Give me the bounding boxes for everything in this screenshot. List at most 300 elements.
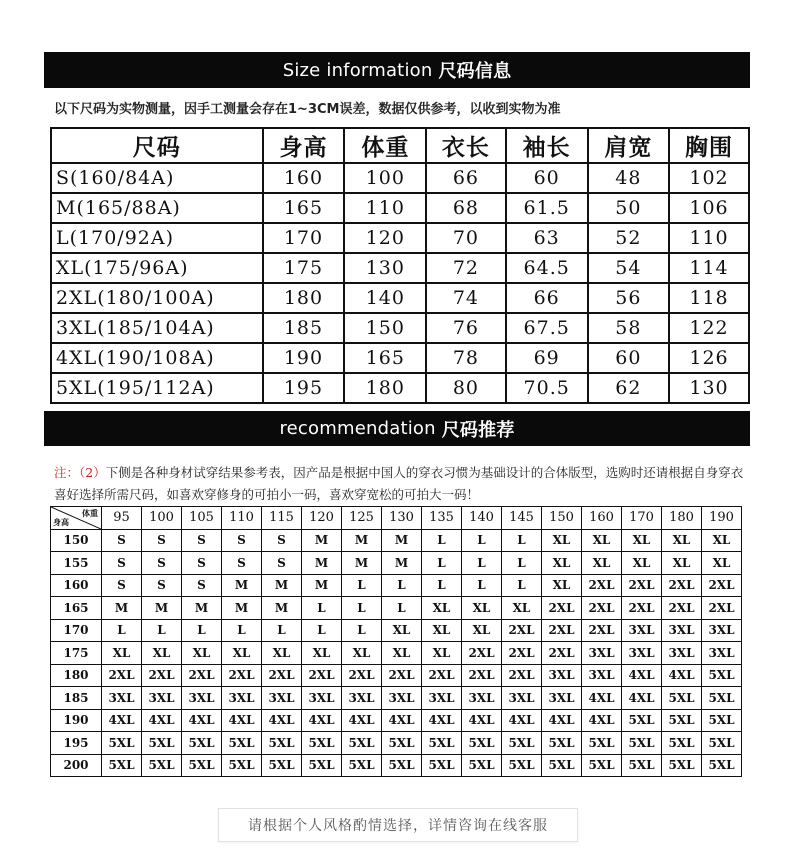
size-table-header-cell: 肩宽 <box>588 128 669 163</box>
size-label-cell: S(160/84A) <box>51 163 263 193</box>
size-table-header-cell: 体重 <box>344 128 426 163</box>
recommended-size-cell: M <box>182 597 222 620</box>
recommended-size-cell: 5XL <box>662 754 702 777</box>
recommended-size-cell: S <box>142 529 182 552</box>
recommended-size-cell: M <box>302 574 342 597</box>
size-value-cell: 122 <box>669 313 749 343</box>
recommended-size-cell: XL <box>582 529 622 552</box>
size-value-cell: 150 <box>344 313 426 343</box>
recommended-size-cell: XL <box>662 529 702 552</box>
size-value-cell: 180 <box>344 373 426 403</box>
recommended-size-cell: 5XL <box>262 754 302 777</box>
recommended-size-cell: 5XL <box>142 754 182 777</box>
recommended-size-cell: 2XL <box>622 597 662 620</box>
recommended-size-cell: 5XL <box>702 754 742 777</box>
recommended-size-cell: L <box>382 597 422 620</box>
recommended-size-cell: 2XL <box>462 664 502 687</box>
recommended-size-cell: L <box>422 574 462 597</box>
size-value-cell: 56 <box>588 283 669 313</box>
size-value-cell: 102 <box>669 163 749 193</box>
size-table-row <box>51 313 749 343</box>
recommended-size-cell: M <box>342 529 382 552</box>
recommended-size-cell: 3XL <box>702 619 742 642</box>
recommended-size-cell: 4XL <box>142 709 182 732</box>
recommended-size-cell: 5XL <box>622 709 662 732</box>
recommended-size-cell: M <box>142 597 182 620</box>
weight-header-cell: 135 <box>422 507 462 530</box>
recommended-size-cell: 2XL <box>582 597 622 620</box>
measurement-note: 以下尺码为实物测量，因手工测量会存在1~3CM误差，数据仅供参考，以收到实物为准 <box>54 102 561 117</box>
recommended-size-cell: L <box>422 552 462 575</box>
recommended-size-cell: 2XL <box>542 642 582 665</box>
note-prefix: 注：（2） <box>54 465 106 480</box>
weight-header-cell: 190 <box>702 507 742 530</box>
recommended-size-cell: L <box>342 574 382 597</box>
height-header-cell: 190 <box>51 709 102 732</box>
recommended-size-cell: 3XL <box>262 687 302 710</box>
recommended-size-cell: 3XL <box>462 687 502 710</box>
weight-header-cell: 110 <box>222 507 262 530</box>
recommended-size-cell: XL <box>422 619 462 642</box>
size-label-cell: 5XL(195/112A) <box>51 373 263 403</box>
size-value-cell: 66 <box>426 163 505 193</box>
recommended-size-cell: 5XL <box>262 732 302 755</box>
recommended-size-cell: 5XL <box>662 687 702 710</box>
recommended-size-cell: 2XL <box>262 664 302 687</box>
size-value-cell: 74 <box>426 283 505 313</box>
size-value-cell: 60 <box>506 163 588 193</box>
size-value-cell: 180 <box>263 283 345 313</box>
recommended-size-cell: 5XL <box>382 732 422 755</box>
recommended-size-cell: 4XL <box>542 709 582 732</box>
weight-header-cell: 130 <box>382 507 422 530</box>
recommended-size-cell: S <box>262 529 302 552</box>
recommended-size-cell: XL <box>422 597 462 620</box>
recommended-size-cell: L <box>342 597 382 620</box>
size-value-cell: 190 <box>263 343 345 373</box>
recommended-size-cell: 4XL <box>622 687 662 710</box>
recommended-size-cell: L <box>182 619 222 642</box>
recommended-size-cell: 3XL <box>502 687 542 710</box>
recommended-size-cell: 4XL <box>622 664 662 687</box>
recommendation-banner <box>44 411 750 446</box>
size-table-header-cell: 胸围 <box>669 128 749 163</box>
recommended-size-cell: 4XL <box>222 709 262 732</box>
height-header-cell: 185 <box>51 687 102 710</box>
size-value-cell: 50 <box>588 193 669 223</box>
corner-cell <box>51 507 102 530</box>
recommended-size-cell: 4XL <box>582 687 622 710</box>
recommended-size-cell: L <box>302 619 342 642</box>
recommended-size-cell: 5XL <box>182 732 222 755</box>
height-header-cell: 150 <box>51 529 102 552</box>
recommended-size-cell: 4XL <box>262 709 302 732</box>
size-value-cell: 175 <box>263 253 345 283</box>
recommended-size-cell: 2XL <box>502 619 542 642</box>
size-value-cell: 63 <box>506 223 588 253</box>
recommended-size-cell: 4XL <box>582 709 622 732</box>
recommended-size-cell: 5XL <box>702 709 742 732</box>
recommended-size-cell: M <box>222 597 262 620</box>
recommended-size-cell: 5XL <box>622 732 662 755</box>
size-table-row <box>51 253 749 283</box>
recommendation-row <box>51 754 742 777</box>
recommended-size-cell: 4XL <box>662 664 702 687</box>
size-value-cell: 110 <box>669 223 749 253</box>
recommendation-row <box>51 529 742 552</box>
recommended-size-cell: 3XL <box>102 687 142 710</box>
size-value-cell: 130 <box>344 253 426 283</box>
recommendation-row <box>51 574 742 597</box>
size-label-cell: 3XL(185/104A) <box>51 313 263 343</box>
recommended-size-cell: L <box>382 574 422 597</box>
recommended-size-cell: XL <box>542 574 582 597</box>
recommended-size-cell: XL <box>262 642 302 665</box>
recommended-size-cell: L <box>222 619 262 642</box>
recommended-size-cell: 4XL <box>182 709 222 732</box>
recommended-size-cell: 3XL <box>182 687 222 710</box>
size-value-cell: 48 <box>588 163 669 193</box>
recommended-size-cell: 5XL <box>382 754 422 777</box>
recommended-size-cell: M <box>302 552 342 575</box>
size-value-cell: 68 <box>426 193 505 223</box>
size-value-cell: 165 <box>344 343 426 373</box>
size-value-cell: 67.5 <box>506 313 588 343</box>
recommended-size-cell: XL <box>302 642 342 665</box>
recommended-size-cell: XL <box>702 552 742 575</box>
recommended-size-cell: 3XL <box>662 619 702 642</box>
size-table-row <box>51 193 749 223</box>
recommended-size-cell: M <box>262 597 302 620</box>
size-info-banner <box>44 52 750 88</box>
recommended-size-cell: L <box>302 597 342 620</box>
weight-header-cell: 125 <box>342 507 382 530</box>
recommended-size-cell: L <box>102 619 142 642</box>
size-value-cell: 78 <box>426 343 505 373</box>
recommended-size-cell: 2XL <box>462 642 502 665</box>
recommended-size-cell: 3XL <box>542 687 582 710</box>
size-info-banner-en: Size information <box>282 59 433 81</box>
recommended-size-cell: 2XL <box>142 664 182 687</box>
recommended-size-cell: 5XL <box>182 754 222 777</box>
recommended-size-cell: 2XL <box>622 574 662 597</box>
recommended-size-cell: 2XL <box>422 664 462 687</box>
height-header-cell: 165 <box>51 597 102 620</box>
recommended-size-cell: 2XL <box>302 664 342 687</box>
recommended-size-cell: S <box>222 529 262 552</box>
recommended-size-cell: 4XL <box>342 709 382 732</box>
recommendation-note <box>54 462 744 506</box>
recommended-size-cell: 3XL <box>542 664 582 687</box>
size-value-cell: 64.5 <box>506 253 588 283</box>
recommended-size-cell: 5XL <box>102 754 142 777</box>
recommended-size-cell: XL <box>462 619 502 642</box>
weight-header-cell: 150 <box>542 507 582 530</box>
recommended-size-cell: 5XL <box>502 732 542 755</box>
footer-note: 请根据个人风格酌情选择，详情咨询在线客服 <box>218 808 578 842</box>
recommended-size-cell: S <box>102 552 142 575</box>
recommended-size-cell: 2XL <box>662 597 702 620</box>
corner-weight-label: 体重 <box>82 508 98 518</box>
weight-header-cell: 120 <box>302 507 342 530</box>
size-table-header <box>51 128 749 163</box>
recommended-size-cell: S <box>262 552 302 575</box>
recommendation-table <box>50 506 742 777</box>
corner-height-label: 身高 <box>53 516 69 527</box>
recommended-size-cell: 4XL <box>462 709 502 732</box>
size-value-cell: 195 <box>263 373 345 403</box>
recommendation-row <box>51 552 742 575</box>
height-header-cell: 200 <box>51 754 102 777</box>
size-value-cell: 160 <box>263 163 345 193</box>
recommended-size-cell: 3XL <box>582 642 622 665</box>
recommended-size-cell: 5XL <box>462 732 502 755</box>
recommended-size-cell: L <box>342 619 382 642</box>
recommended-size-cell: 2XL <box>662 574 702 597</box>
size-table-row <box>51 223 749 253</box>
recommended-size-cell: 5XL <box>662 732 702 755</box>
recommended-size-cell: L <box>142 619 182 642</box>
recommended-size-cell: 5XL <box>422 732 462 755</box>
recommended-size-cell: S <box>102 574 142 597</box>
recommended-size-cell: XL <box>662 552 702 575</box>
size-label-cell: 2XL(180/100A) <box>51 283 263 313</box>
recommended-size-cell: 3XL <box>142 687 182 710</box>
recommended-size-cell: XL <box>622 552 662 575</box>
size-label-cell: M(165/88A) <box>51 193 263 223</box>
recommended-size-cell: L <box>502 574 542 597</box>
weight-header-cell: 100 <box>142 507 182 530</box>
size-value-cell: 69 <box>506 343 588 373</box>
size-value-cell: 165 <box>263 193 345 223</box>
size-value-cell: 58 <box>588 313 669 343</box>
size-value-cell: 72 <box>426 253 505 283</box>
recommended-size-cell: M <box>102 597 142 620</box>
recommended-size-cell: 2XL <box>502 664 542 687</box>
height-header-cell: 160 <box>51 574 102 597</box>
recommended-size-cell: 2XL <box>182 664 222 687</box>
weight-header-cell: 160 <box>582 507 622 530</box>
recommended-size-cell: XL <box>382 642 422 665</box>
recommended-size-cell: S <box>222 552 262 575</box>
recommended-size-cell: 5XL <box>462 754 502 777</box>
size-value-cell: 140 <box>344 283 426 313</box>
size-value-cell: 126 <box>669 343 749 373</box>
recommended-size-cell: XL <box>102 642 142 665</box>
recommended-size-cell: 5XL <box>102 732 142 755</box>
recommended-size-cell: 5XL <box>702 687 742 710</box>
size-label-cell: L(170/92A) <box>51 223 263 253</box>
recommended-size-cell: 5XL <box>622 754 662 777</box>
recommended-size-cell: M <box>302 529 342 552</box>
recommended-size-cell: 3XL <box>622 642 662 665</box>
recommended-size-cell: 3XL <box>382 687 422 710</box>
recommended-size-cell: 5XL <box>582 754 622 777</box>
recommended-size-cell: 5XL <box>702 664 742 687</box>
recommended-size-cell: L <box>262 619 302 642</box>
size-value-cell: 66 <box>506 283 588 313</box>
recommendation-row <box>51 732 742 755</box>
recommendation-row <box>51 664 742 687</box>
recommended-size-cell: 5XL <box>502 754 542 777</box>
recommended-size-cell: XL <box>622 529 662 552</box>
recommended-size-cell: 3XL <box>622 619 662 642</box>
recommendation-row <box>51 642 742 665</box>
recommended-size-cell: XL <box>462 597 502 620</box>
recommended-size-cell: XL <box>422 642 462 665</box>
recommended-size-cell: XL <box>182 642 222 665</box>
recommended-size-cell: 3XL <box>302 687 342 710</box>
recommended-size-cell: L <box>462 574 502 597</box>
recommended-size-cell: 5XL <box>342 732 382 755</box>
recommended-size-cell: XL <box>542 552 582 575</box>
recommended-size-cell: XL <box>702 529 742 552</box>
recommended-size-cell: 3XL <box>342 687 382 710</box>
size-table-row <box>51 283 749 313</box>
size-value-cell: 80 <box>426 373 505 403</box>
recommended-size-cell: M <box>342 552 382 575</box>
size-value-cell: 110 <box>344 193 426 223</box>
recommendation-row <box>51 619 742 642</box>
recommended-size-cell: M <box>382 529 422 552</box>
recommended-size-cell: M <box>222 574 262 597</box>
recommended-size-cell: 2XL <box>382 664 422 687</box>
recommended-size-cell: XL <box>502 597 542 620</box>
size-value-cell: 52 <box>588 223 669 253</box>
size-value-cell: 114 <box>669 253 749 283</box>
height-header-cell: 175 <box>51 642 102 665</box>
weight-header-cell: 145 <box>502 507 542 530</box>
recommended-size-cell: 5XL <box>542 754 582 777</box>
recommended-size-cell: 5XL <box>302 732 342 755</box>
size-value-cell: 106 <box>669 193 749 223</box>
size-table-header-cell: 衣长 <box>426 128 505 163</box>
recommended-size-cell: 2XL <box>542 597 582 620</box>
recommendation-row <box>51 709 742 732</box>
recommended-size-cell: 3XL <box>222 687 262 710</box>
recommended-size-cell: L <box>502 529 542 552</box>
recommended-size-cell: 2XL <box>342 664 382 687</box>
weight-header-cell: 140 <box>462 507 502 530</box>
recommended-size-cell: 3XL <box>702 642 742 665</box>
recommended-size-cell: 5XL <box>542 732 582 755</box>
size-table-row <box>51 163 749 193</box>
recommended-size-cell: 2XL <box>702 574 742 597</box>
recommended-size-cell: 5XL <box>582 732 622 755</box>
weight-header-cell: 115 <box>262 507 302 530</box>
size-info-banner-cn: 尺码信息 <box>438 61 512 82</box>
recommended-size-cell: S <box>142 574 182 597</box>
height-header-cell: 170 <box>51 619 102 642</box>
height-header-cell: 155 <box>51 552 102 575</box>
size-value-cell: 130 <box>669 373 749 403</box>
size-value-cell: 70.5 <box>506 373 588 403</box>
recommended-size-cell: 2XL <box>582 619 622 642</box>
note-text: 下侧是各种身材试穿结果参考表，因产品是根据中国人的穿衣习惯为基础设计的合体版型，选购时还请根据自身穿衣喜好选择所需尺码，如喜欢穿修身的可拍小一码，喜欢穿宽松的可拍大一码！ <box>54 465 744 502</box>
recommended-size-cell: 5XL <box>662 709 702 732</box>
recommended-size-cell: 2XL <box>102 664 142 687</box>
size-value-cell: 100 <box>344 163 426 193</box>
recommended-size-cell: L <box>422 529 462 552</box>
size-value-cell: 118 <box>669 283 749 313</box>
recommended-size-cell: 2XL <box>542 619 582 642</box>
size-value-cell: 120 <box>344 223 426 253</box>
recommended-size-cell: XL <box>142 642 182 665</box>
recommended-size-cell: 3XL <box>662 642 702 665</box>
weight-header-cell: 170 <box>622 507 662 530</box>
recommended-size-cell: 4XL <box>382 709 422 732</box>
recommended-size-cell: XL <box>382 619 422 642</box>
recommendation-row <box>51 687 742 710</box>
recommended-size-cell: L <box>502 552 542 575</box>
recommendation-row <box>51 597 742 620</box>
recommended-size-cell: XL <box>222 642 262 665</box>
recommended-size-cell: 5XL <box>142 732 182 755</box>
recommendation-header-row <box>51 507 742 530</box>
recommended-size-cell: 5XL <box>222 732 262 755</box>
recommended-size-cell: 4XL <box>302 709 342 732</box>
recommendation-banner-cn: 尺码推荐 <box>441 419 515 441</box>
recommended-size-cell: 4XL <box>502 709 542 732</box>
size-value-cell: 76 <box>426 313 505 343</box>
recommended-size-cell: S <box>182 574 222 597</box>
size-value-cell: 61.5 <box>506 193 588 223</box>
recommended-size-cell: XL <box>542 529 582 552</box>
recommended-size-cell: S <box>182 529 222 552</box>
size-table-row <box>51 343 749 373</box>
recommended-size-cell: 4XL <box>422 709 462 732</box>
size-value-cell: 62 <box>588 373 669 403</box>
size-table-header-cell: 身高 <box>263 128 345 163</box>
size-table <box>50 127 750 404</box>
size-label-cell: 4XL(190/108A) <box>51 343 263 373</box>
size-value-cell: 185 <box>263 313 345 343</box>
size-value-cell: 54 <box>588 253 669 283</box>
recommended-size-cell: 5XL <box>302 754 342 777</box>
recommended-size-cell: 5XL <box>702 732 742 755</box>
recommended-size-cell: 2XL <box>702 597 742 620</box>
height-header-cell: 180 <box>51 664 102 687</box>
recommended-size-cell: 2XL <box>502 642 542 665</box>
recommended-size-cell: 5XL <box>422 754 462 777</box>
weight-header-cell: 180 <box>662 507 702 530</box>
weight-header-cell: 95 <box>102 507 142 530</box>
size-table-row <box>51 373 749 403</box>
size-table-header-cell: 尺码 <box>51 128 263 163</box>
recommended-size-cell: L <box>462 529 502 552</box>
height-header-cell: 195 <box>51 732 102 755</box>
recommended-size-cell: 4XL <box>102 709 142 732</box>
recommended-size-cell: S <box>182 552 222 575</box>
size-value-cell: 60 <box>588 343 669 373</box>
recommended-size-cell: 5XL <box>342 754 382 777</box>
recommended-size-cell: 2XL <box>222 664 262 687</box>
size-value-cell: 70 <box>426 223 505 253</box>
recommendation-banner-en: recommendation <box>279 418 436 439</box>
recommended-size-cell: S <box>142 552 182 575</box>
recommended-size-cell: 2XL <box>582 574 622 597</box>
size-table-header-cell: 袖长 <box>506 128 588 163</box>
recommended-size-cell: 5XL <box>222 754 262 777</box>
recommended-size-cell: S <box>102 529 142 552</box>
recommended-size-cell: XL <box>582 552 622 575</box>
recommended-size-cell: XL <box>342 642 382 665</box>
size-value-cell: 170 <box>263 223 345 253</box>
weight-header-cell: 105 <box>182 507 222 530</box>
recommended-size-cell: 3XL <box>422 687 462 710</box>
recommended-size-cell: M <box>262 574 302 597</box>
recommended-size-cell: M <box>382 552 422 575</box>
